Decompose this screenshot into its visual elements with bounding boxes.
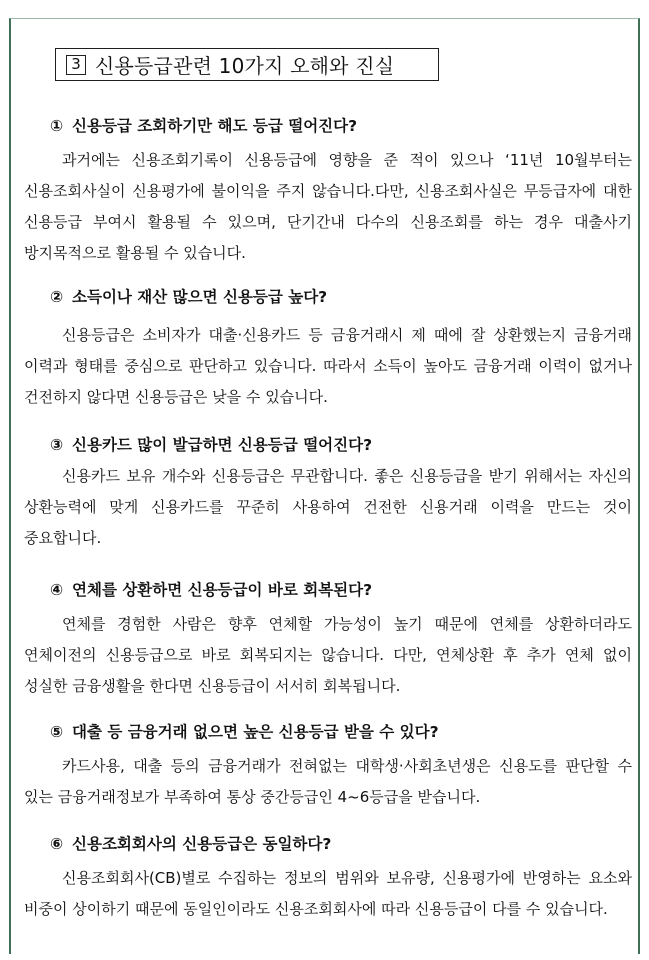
question-text: 신용조회회사의 신용등급은 동일하다? [72, 835, 332, 853]
question-heading [50, 720, 439, 742]
question-heading [50, 578, 372, 600]
question-text: 소득이나 재산 많으면 신용등급 높다? [72, 288, 328, 306]
question-heading [50, 433, 372, 455]
question-text: 연체를 상환하면 신용등급이 바로 회복된다? [72, 581, 373, 599]
section-title: 신용등급관련 10가지 오해와 진실 [95, 54, 395, 78]
question-number: ⑤ [50, 723, 64, 741]
answer-paragraph: 신용조회회사(CB)별로 수집하는 정보의 범위와 보유량, 신용평가에 반영하는 요소와 비중이 상이하기 때문에 동일인이라도 신용조회회사에 따라 신용등급이 다를 수 있습니다. [24, 869, 632, 918]
answer-paragraph: 카드사용, 대출 등의 금융거래가 전혀없는 대학생·사회초년생은 신용도를 판단할 수 있는 금융거래정보가 부족하여 통상 중간등급인 4~6등급을 받습니다. [24, 757, 632, 806]
question-heading [50, 832, 331, 854]
question-number: ① [50, 117, 64, 135]
question-text: 신용등급 조회하기만 해도 등급 떨어진다? [72, 117, 358, 135]
question-heading [50, 285, 327, 307]
question-number: ③ [50, 436, 64, 454]
question-number: ⑥ [50, 835, 64, 853]
answer-paragraph: 연체를 경험한 사람은 향후 연체할 가능성이 높기 때문에 연체를 상환하더라도 연체이전의 신용등급으로 바로 회복되지는 않습니다. 다만, 연체상환 후 추가 연체 없이 성실한 금융생활을 한다면 신용등급이 서서히 회복됩니다. [24, 615, 632, 695]
answer-paragraph: 신용카드 보유 개수와 신용등급은 무관합니다. 좋은 신용등급을 받기 위해서는 자신의 상환능력에 맞게 신용카드를 꾸준히 사용하여 건전한 신용거래 이력을 만드는 것이 중요합니다. [24, 467, 632, 547]
question-number: ② [50, 288, 64, 306]
section-number: 3 [66, 55, 86, 75]
answer-paragraph: 신용등급은 소비자가 대출·신용카드 등 금융거래시 제 때에 잘 상환했는지 금융거래 이력과 형태를 중심으로 판단하고 있습니다. 따라서 소득이 높아도 금융거래 이력이 없거나 건전하지 않다면 신용등급은 낮을 수 있습니다. [24, 326, 632, 406]
question-number: ④ [50, 581, 64, 599]
answer-paragraph: 과거에는 신용조회기록이 신용등급에 영향을 준 적이 있으나 ‘11년 10월부터는 신용조회사실이 신용평가에 불이익을 주지 않습니다.다만, 신용조회사실은 무등급자에 대한 신용등급 부여시 활용될 수 있으며, 단기간내 다수의 신용조회를 하는 경우 대출사기 방지목적으로 활용될 수 있습니다. [24, 151, 632, 262]
section-title-box [55, 48, 439, 81]
question-text: 대출 등 금융거래 없으면 높은 신용등급 받을 수 있다? [72, 723, 439, 741]
question-heading [50, 114, 357, 136]
question-text: 신용카드 많이 발급하면 신용등급 떨어진다? [72, 436, 373, 454]
